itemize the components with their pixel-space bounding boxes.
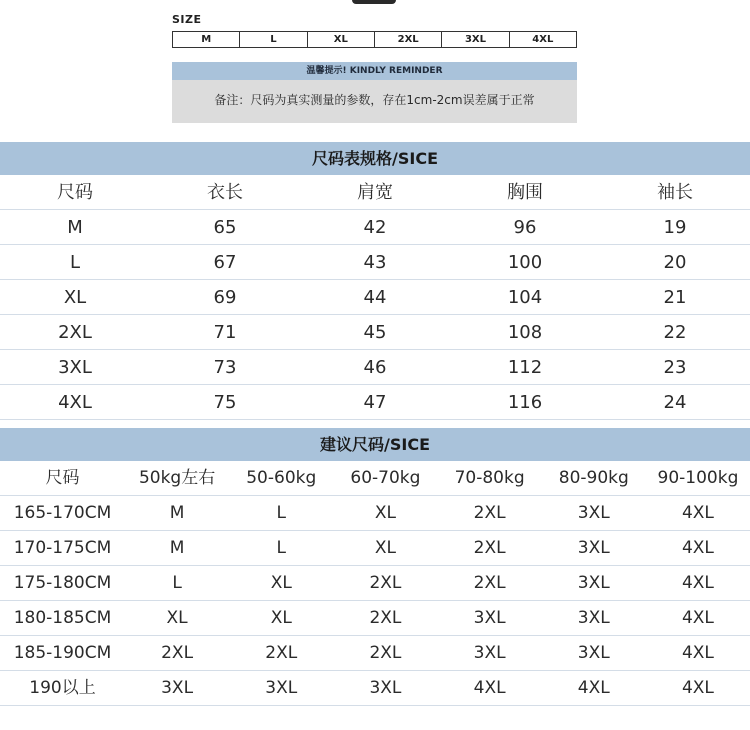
table-cell: 23 — [663, 357, 687, 378]
table-row — [0, 671, 750, 706]
table-cell: 45 — [363, 322, 387, 343]
table-cell: 170-175CM — [13, 538, 112, 558]
table-cell: 3XL — [161, 678, 194, 698]
table-cell: 175-180CM — [13, 573, 112, 593]
table-cell: 185-190CM — [13, 643, 112, 663]
table-cell: 3XL — [265, 678, 298, 698]
table-cell: M — [169, 538, 185, 558]
table-row — [0, 280, 750, 315]
table-cell: XL — [63, 287, 87, 308]
top-decoration — [352, 0, 396, 4]
table-cell: 44 — [363, 287, 387, 308]
table-cell: 2XL — [473, 573, 506, 593]
column-header: 尺码 — [45, 468, 80, 488]
table-cell: 2XL — [473, 538, 506, 558]
table-row — [0, 350, 750, 385]
table-cell: L — [69, 252, 81, 273]
table-cell: 3XL — [577, 503, 610, 523]
table-row — [0, 315, 750, 350]
column-header: 胸围 — [507, 182, 543, 203]
table-cell: 65 — [213, 217, 237, 238]
table-cell: 116 — [507, 392, 543, 413]
column-header: 50-60kg — [246, 468, 317, 488]
table-cell: 96 — [513, 217, 537, 238]
suggest-table — [0, 461, 750, 706]
size-option: 3XL — [441, 32, 508, 47]
table-cell: 3XL — [473, 608, 506, 628]
column-header: 90-100kg — [657, 468, 739, 488]
table-cell: XL — [270, 608, 292, 628]
table-cell: 21 — [663, 287, 687, 308]
table-cell: 112 — [507, 357, 543, 378]
table-row — [0, 496, 750, 531]
table-cell: 69 — [213, 287, 237, 308]
table-cell: 3XL — [577, 643, 610, 663]
column-header: 80-90kg — [558, 468, 629, 488]
table-cell: 100 — [507, 252, 543, 273]
table-cell: 3XL — [369, 678, 402, 698]
table-cell: 22 — [663, 322, 687, 343]
table-cell: 4XL — [473, 678, 506, 698]
table-cell: XL — [166, 608, 188, 628]
table-cell: 190以上 — [29, 678, 96, 698]
table-cell: 4XL — [681, 503, 714, 523]
table-cell: 2XL — [265, 643, 298, 663]
table-cell: L — [276, 538, 286, 558]
table-cell: 19 — [663, 217, 687, 238]
column-header: 衣长 — [207, 182, 243, 203]
table-cell: 4XL — [58, 392, 92, 413]
table-row — [0, 636, 750, 671]
table-header-row — [0, 175, 750, 210]
table-row — [0, 385, 750, 420]
table-cell: 108 — [507, 322, 543, 343]
column-header: 60-70kg — [350, 468, 421, 488]
table-cell: 2XL — [473, 503, 506, 523]
table-cell: 4XL — [681, 573, 714, 593]
size-option: XL — [307, 32, 374, 47]
table-cell: 4XL — [681, 643, 714, 663]
table-cell: 165-170CM — [13, 503, 112, 523]
table-cell: L — [172, 573, 182, 593]
size-bar-title: SIZE — [172, 13, 202, 26]
suggest-table-title: 建议尺码/SICE — [0, 428, 750, 461]
table-row — [0, 566, 750, 601]
table-cell: 2XL — [369, 643, 402, 663]
reminder-box — [172, 62, 577, 123]
column-header: 70-80kg — [454, 468, 525, 488]
size-option: 2XL — [374, 32, 441, 47]
reminder-heading: 温馨提示! KINDLY REMINDER — [172, 62, 577, 80]
table-cell: 3XL — [473, 643, 506, 663]
spec-table-title: 尺码表规格/SICE — [0, 142, 750, 175]
table-cell: 104 — [507, 287, 543, 308]
table-cell: 4XL — [681, 608, 714, 628]
table-cell: 180-185CM — [13, 608, 112, 628]
table-cell: 3XL — [577, 573, 610, 593]
table-cell: 2XL — [369, 608, 402, 628]
table-cell: XL — [374, 503, 396, 523]
size-option: M — [201, 34, 212, 45]
table-cell: 71 — [213, 322, 237, 343]
table-cell: 46 — [363, 357, 387, 378]
table-row — [0, 210, 750, 245]
column-header: 50kg左右 — [138, 468, 216, 488]
table-cell: 67 — [213, 252, 237, 273]
table-cell: L — [276, 503, 286, 523]
table-cell: 73 — [213, 357, 237, 378]
table-cell: 2XL — [161, 643, 194, 663]
table-cell: 47 — [363, 392, 387, 413]
table-row — [0, 601, 750, 636]
table-cell: XL — [374, 538, 396, 558]
table-cell: 42 — [363, 217, 387, 238]
table-cell: 24 — [663, 392, 687, 413]
table-cell: 3XL — [577, 538, 610, 558]
column-header: 袖长 — [657, 182, 693, 203]
column-header: 肩宽 — [357, 182, 393, 203]
table-cell: 4XL — [577, 678, 610, 698]
reminder-note: 备注：尺码为真实测量的参数，存在1cm-2cm误差属于正常 — [214, 93, 535, 107]
table-cell: M — [67, 217, 83, 238]
table-header-row — [0, 461, 750, 496]
table-cell: 4XL — [681, 538, 714, 558]
size-bar — [172, 31, 577, 48]
table-cell: XL — [270, 573, 292, 593]
table-row — [0, 531, 750, 566]
column-header: 尺码 — [57, 182, 93, 203]
table-cell: 2XL — [58, 322, 92, 343]
table-cell: 2XL — [369, 573, 402, 593]
table-cell: 20 — [663, 252, 687, 273]
table-cell: 75 — [213, 392, 237, 413]
table-row — [0, 245, 750, 280]
spec-table — [0, 175, 750, 420]
table-cell: 3XL — [58, 357, 92, 378]
table-cell: M — [169, 503, 185, 523]
table-cell: 3XL — [577, 608, 610, 628]
size-option: 4XL — [509, 32, 576, 47]
size-option: L — [239, 32, 306, 47]
table-cell: 43 — [363, 252, 387, 273]
table-cell: 4XL — [681, 678, 714, 698]
